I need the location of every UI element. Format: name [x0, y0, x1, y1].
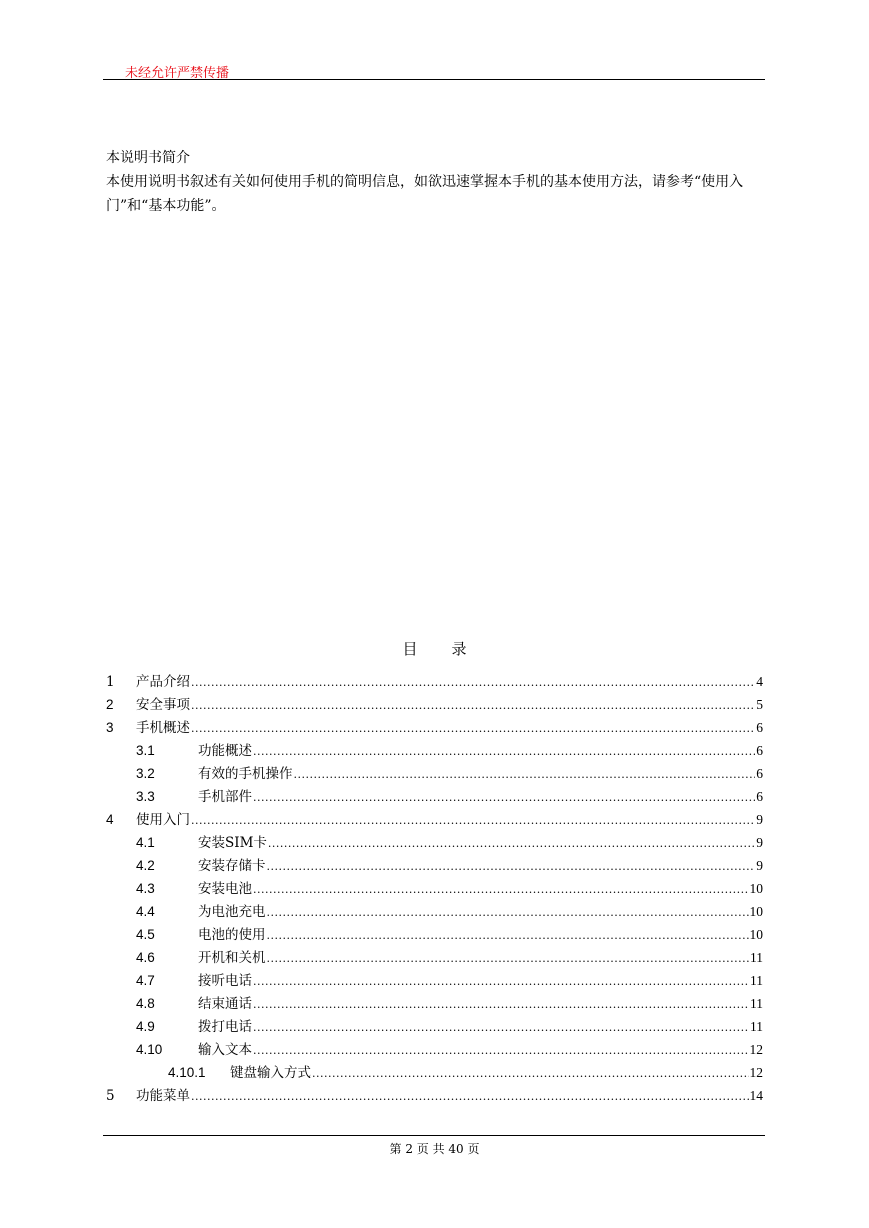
toc-entry-page: 11 [750, 996, 763, 1011]
toc-entry-title: 开机和关机 [198, 950, 266, 966]
toc-entry[interactable] [106, 831, 763, 854]
toc-leader-dots [253, 1021, 749, 1034]
toc-entry-page: 11 [750, 1019, 763, 1034]
toc-entry-title: 产品介绍 [136, 674, 190, 690]
toc-entry-title: 功能菜单 [136, 1088, 190, 1104]
toc-entry-page: 12 [749, 1065, 763, 1080]
toc-entry-page: 10 [749, 927, 763, 942]
toc-entry[interactable] [106, 969, 763, 992]
toc-leader-dots [267, 952, 750, 965]
toc-entry-number: 3.3 [136, 789, 155, 804]
toc-entry-page: 6 [756, 766, 763, 781]
toc-entry-title: 结束通话 [198, 996, 252, 1012]
toc-entry[interactable] [106, 877, 763, 900]
page-footer: 第 2 页 共 40 页 [389, 1142, 480, 1156]
toc-entry-number: 3.2 [136, 766, 155, 781]
header-rule [103, 79, 765, 80]
toc-entry-number: 4.5 [136, 927, 155, 942]
intro-heading: 本说明书简介 [106, 150, 190, 166]
toc-entry-number: 4.10.1 [168, 1065, 206, 1080]
toc-entry-number: 3 [106, 720, 114, 735]
toc-entry-page: 9 [756, 835, 763, 850]
toc-entry[interactable] [106, 785, 763, 808]
toc-entry-title: 安装电池 [198, 881, 252, 897]
toc-entry-number: 2 [106, 697, 114, 712]
toc-title-left: 目 [402, 640, 418, 658]
toc-leader-dots [191, 699, 755, 712]
toc-leader-dots [253, 975, 749, 988]
table-of-contents [106, 670, 763, 1107]
toc-leader-dots [267, 860, 756, 873]
toc-entry-number: 5 [106, 1088, 115, 1104]
toc-entry-number: 4.1 [136, 835, 155, 850]
toc-entry-title: 电池的使用 [198, 927, 266, 943]
toc-entry-number: 4 [106, 812, 114, 827]
toc-leader-dots [268, 837, 755, 850]
toc-entry[interactable] [106, 1015, 763, 1038]
toc-entry-page: 11 [750, 950, 763, 965]
toc-entry-title: 手机部件 [198, 789, 252, 805]
toc-leader-dots [191, 676, 755, 689]
toc-entry[interactable] [106, 1061, 763, 1084]
footer-rule [103, 1135, 765, 1136]
toc-entry-page: 10 [749, 904, 763, 919]
toc-entry-number: 4.7 [136, 973, 155, 988]
toc-entry-page: 11 [750, 973, 763, 988]
toc-leader-dots [253, 1044, 749, 1057]
toc-entry-page: 14 [749, 1088, 763, 1103]
toc-entry-title: 手机概述 [136, 720, 190, 736]
toc-entry[interactable] [106, 762, 763, 785]
toc-entry-title: 拨打电话 [198, 1019, 252, 1035]
toc-leader-dots [191, 722, 755, 735]
toc-entry[interactable] [106, 670, 763, 693]
toc-entry[interactable] [106, 946, 763, 969]
toc-entry[interactable] [106, 716, 763, 739]
toc-entry[interactable] [106, 854, 763, 877]
toc-entry-page: 6 [756, 743, 763, 758]
toc-entry-number: 4.4 [136, 904, 155, 919]
toc-entry-title: 功能概述 [198, 743, 252, 759]
toc-leader-dots [267, 906, 749, 919]
toc-entry[interactable] [106, 900, 763, 923]
toc-entry-page: 6 [756, 720, 763, 735]
toc-entry-number: 4.2 [136, 858, 155, 873]
toc-entry-number: 4.9 [136, 1019, 155, 1034]
toc-leader-dots [191, 814, 755, 827]
toc-entry-number: 4.3 [136, 881, 155, 896]
toc-entry[interactable] [106, 1038, 763, 1061]
toc-entry-title: 安装存储卡 [198, 858, 266, 874]
toc-leader-dots [294, 768, 756, 781]
toc-title-right: 录 [451, 640, 467, 658]
toc-entry-title: 输入文本 [198, 1042, 252, 1058]
toc-entry-number: 4.8 [136, 996, 155, 1011]
toc-entry[interactable] [106, 808, 763, 831]
header-text: 未经允许严禁传播 [125, 66, 230, 81]
toc-entry-title: 使用入门 [136, 812, 190, 828]
toc-entry-title: 有效的手机操作 [198, 766, 293, 782]
toc-title [0, 638, 869, 659]
intro-section [106, 146, 770, 218]
toc-leader-dots [253, 998, 749, 1011]
toc-entry-title: 安装SIM卡 [198, 835, 267, 851]
toc-entry-title: 安全事项 [136, 697, 190, 713]
toc-leader-dots [312, 1067, 749, 1080]
toc-entry[interactable] [106, 739, 763, 762]
toc-leader-dots [191, 1090, 749, 1103]
toc-leader-dots [267, 929, 749, 942]
toc-entry-number: 3.1 [136, 743, 155, 758]
toc-entry-title: 接听电话 [198, 973, 252, 989]
toc-entry-page: 4 [756, 674, 763, 689]
toc-entry-page: 5 [756, 697, 763, 712]
toc-entry-number: 1 [106, 674, 115, 690]
toc-entry-page: 10 [749, 881, 763, 896]
toc-leader-dots [253, 883, 749, 896]
toc-entry-page: 9 [756, 858, 763, 873]
toc-entry-page: 9 [756, 812, 763, 827]
intro-body: 本使用说明书叙述有关如何使用手机的简明信息，如欲迅速掌握本手机的基本使用方法，请参考“使用入门”和“基本功能”。 [106, 174, 744, 214]
toc-entry-number: 4.6 [136, 950, 155, 965]
toc-entry[interactable] [106, 693, 763, 716]
toc-leader-dots [253, 745, 755, 758]
toc-entry-number: 4.10 [136, 1042, 163, 1057]
toc-entry-page: 12 [749, 1042, 763, 1057]
toc-entry-title: 键盘输入方式 [230, 1065, 311, 1081]
toc-entry[interactable] [106, 992, 763, 1015]
toc-entry-title: 为电池充电 [198, 904, 266, 920]
toc-leader-dots [253, 791, 755, 804]
toc-entry[interactable] [106, 923, 763, 946]
toc-entry-page: 6 [756, 789, 763, 804]
toc-entry[interactable] [106, 1084, 763, 1107]
